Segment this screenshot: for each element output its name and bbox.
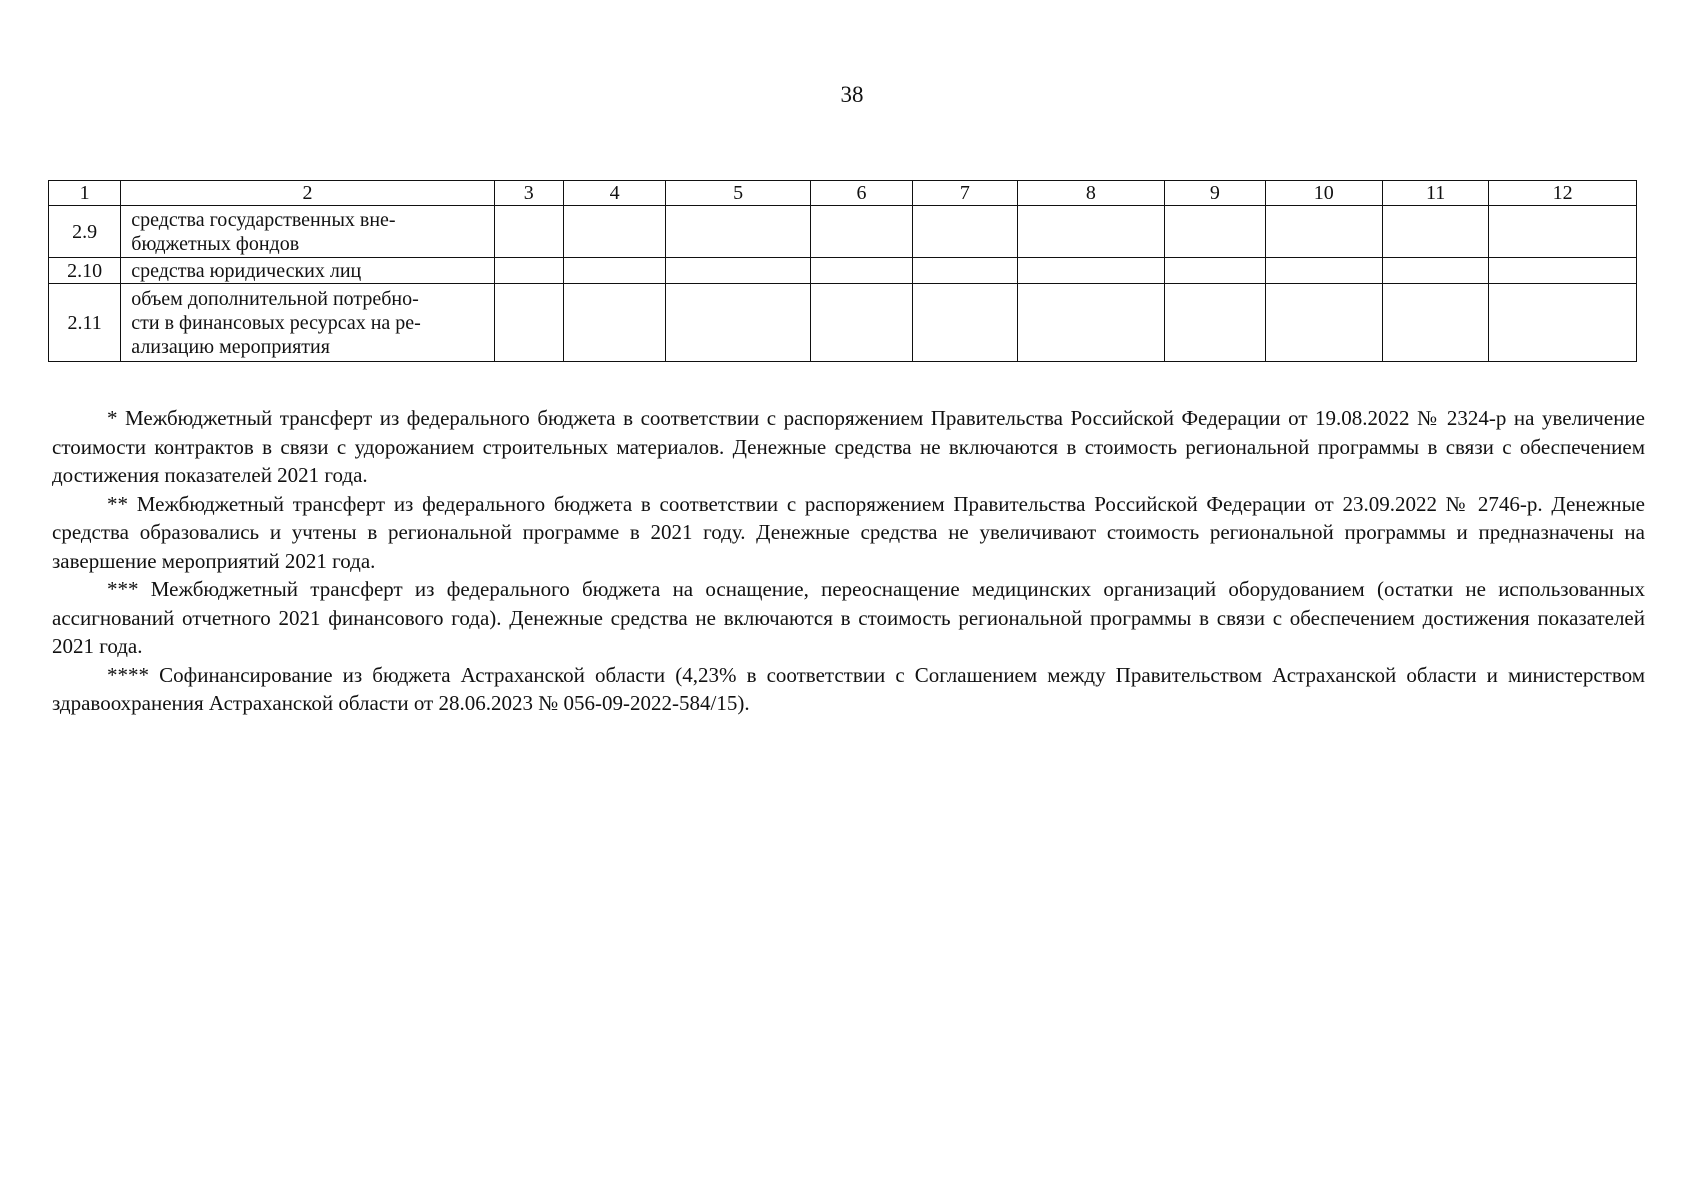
- column-header: 7: [913, 181, 1017, 206]
- column-header: 5: [666, 181, 811, 206]
- empty-cell: [810, 206, 912, 258]
- table-header-row: [49, 181, 1637, 206]
- empty-cell: [1017, 258, 1165, 284]
- empty-cell: [494, 206, 563, 258]
- empty-cell: [913, 258, 1017, 284]
- column-header: 6: [810, 181, 912, 206]
- table-row: [49, 206, 1637, 258]
- empty-cell: [913, 284, 1017, 362]
- table-row: [49, 258, 1637, 284]
- footnote: *** Межбюджетный трансферт из федерального бюджета на оснащение, переоснащение медицинских организаций оборудованием (остатки не использованных ассигнований отчетного 2021 финансового года). Денежные средства не включаются в стоимость региональной программы в связи с обеспечением достижения показателей 2021 года.: [52, 577, 1645, 658]
- column-header: 2: [121, 181, 494, 206]
- row-name: [121, 258, 494, 284]
- empty-cell: [1489, 284, 1637, 362]
- empty-cell: [494, 284, 563, 362]
- empty-cell: [1165, 258, 1265, 284]
- footnote: * Межбюджетный трансферт из федерального бюджета в соответствии с распоряжением Правительства Российской Федерации от 19.08.2022 № 2324-р на увеличение стоимости контрактов в связи с удорожанием строительных материалов. Денежные средства не включаются в стоимость региональной программы в связи с обеспечением достижения показателей 2021 года.: [52, 406, 1645, 487]
- empty-cell: [666, 258, 811, 284]
- row-name: [121, 284, 494, 362]
- empty-cell: [1265, 258, 1382, 284]
- column-header: 10: [1265, 181, 1382, 206]
- row-number: 2.9: [49, 206, 121, 258]
- empty-cell: [563, 284, 665, 362]
- column-header: 3: [494, 181, 563, 206]
- empty-cell: [1382, 258, 1488, 284]
- column-header: 1: [49, 181, 121, 206]
- page-number: 38: [840, 82, 864, 107]
- column-header: 4: [563, 181, 665, 206]
- empty-cell: [1017, 206, 1165, 258]
- column-header: 11: [1382, 181, 1488, 206]
- row-number: 2.10: [49, 258, 121, 284]
- empty-cell: [1489, 258, 1637, 284]
- empty-cell: [1382, 206, 1488, 258]
- empty-cell: [1165, 284, 1265, 362]
- empty-cell: [563, 258, 665, 284]
- footnote: ** Межбюджетный трансферт из федерального бюджета в соответствии с распоряжением Правительства Российской Федерации от 23.09.2022 № 2746-р. Денежные средства образовались и учтены в региональной программе в 2021 году. Денежные средства не увеличивают стоимость региональной программы и предназначены на завершение мероприятий 2021 года.: [52, 491, 1645, 573]
- row-name-text: средства юридических лиц: [131, 260, 362, 282]
- empty-cell: [810, 258, 912, 284]
- empty-cell: [666, 206, 811, 258]
- column-header: 8: [1017, 181, 1165, 206]
- financing-table: [48, 180, 1637, 362]
- table-row: [49, 284, 1637, 362]
- row-name: [121, 206, 494, 258]
- empty-cell: [494, 258, 563, 284]
- row-number: 2.11: [49, 284, 121, 362]
- empty-cell: [1265, 206, 1382, 258]
- empty-cell: [1489, 206, 1637, 258]
- empty-cell: [810, 284, 912, 362]
- column-header: 12: [1489, 181, 1637, 206]
- footnotes: [52, 404, 1645, 718]
- column-header: 9: [1165, 181, 1265, 206]
- empty-cell: [1265, 284, 1382, 362]
- row-name-text: объем дополнительной потребно- сти в финансовых ресурсах на ре- ализацию мероприятия: [131, 288, 421, 358]
- empty-cell: [1382, 284, 1488, 362]
- empty-cell: [563, 206, 665, 258]
- footnote: **** Софинансирование из бюджета Астраханской области (4,23% в соответствии с Соглашением между Правительством Астраханской области и министерством здравоохранения Астраханской области от 28.06.2023 № 056-09-2022-584/15).: [52, 662, 1645, 715]
- row-name-text: средства государственных вне- бюджетных фондов: [131, 209, 396, 255]
- empty-cell: [1165, 206, 1265, 258]
- empty-cell: [1017, 284, 1165, 362]
- empty-cell: [913, 206, 1017, 258]
- empty-cell: [666, 284, 811, 362]
